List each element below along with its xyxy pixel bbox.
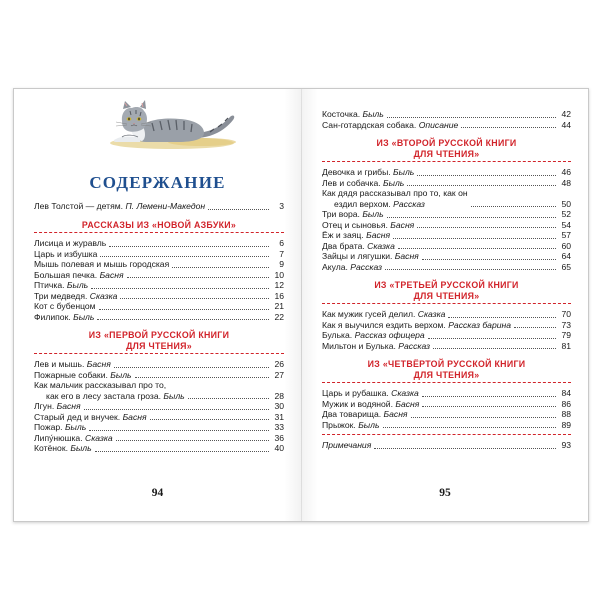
toc-entry bbox=[34, 238, 284, 249]
entry-page: 64 bbox=[561, 251, 571, 261]
entry-title-line2: ездил верхом. bbox=[334, 198, 391, 209]
toc-entry bbox=[34, 301, 284, 312]
section-heading bbox=[322, 359, 571, 380]
entry-page: 57 bbox=[561, 230, 571, 240]
toc-entry bbox=[322, 167, 571, 178]
entry-title: Птичка. bbox=[34, 280, 65, 290]
entry-title: Как я выучился ездить верхом. bbox=[322, 319, 446, 330]
section-heading bbox=[34, 220, 284, 231]
entry-genre: Быль bbox=[66, 280, 89, 290]
entry-title: Царь и избушка bbox=[34, 248, 98, 259]
entry-title: Три медведя. bbox=[34, 290, 88, 301]
entry-title: Лев и мышь. bbox=[34, 359, 85, 369]
dot-leader bbox=[150, 419, 269, 420]
section-title-line1: ИЗ «ВТОРОЙ РУССКОЙ КНИГИ bbox=[376, 138, 517, 148]
dot-leader bbox=[448, 317, 556, 318]
entry-title: Липу́нюшка. bbox=[34, 432, 83, 443]
entry-title: Три вора. bbox=[322, 209, 360, 219]
entry-title: Булька. bbox=[322, 330, 353, 340]
entry-title: Отец и сыновья. bbox=[322, 219, 388, 230]
entry-page: 88 bbox=[561, 409, 571, 419]
toc-entry bbox=[322, 320, 571, 331]
toc-entry bbox=[322, 109, 571, 120]
dot-leader bbox=[120, 298, 269, 299]
entry-title: Сан-готардская собака. bbox=[322, 119, 417, 130]
dot-leader bbox=[385, 269, 556, 270]
page-number: 95 bbox=[439, 487, 451, 499]
dot-leader bbox=[433, 348, 556, 349]
left-page bbox=[14, 89, 301, 521]
toc-title: СОДЕРЖАНИЕ bbox=[89, 173, 226, 192]
entry-genre: Басня bbox=[122, 411, 147, 422]
entry-genre: Басня bbox=[86, 359, 111, 369]
entry-page: 84 bbox=[561, 388, 571, 398]
entry-genre: Басня bbox=[394, 251, 419, 261]
entry-genre: Быль bbox=[362, 109, 384, 119]
dot-leader bbox=[84, 409, 269, 410]
dot-leader bbox=[135, 377, 269, 378]
toc-entry bbox=[34, 259, 284, 270]
entry-page: 22 bbox=[274, 311, 284, 322]
entry-page: 60 bbox=[561, 240, 571, 251]
entry-page: 54 bbox=[561, 219, 571, 230]
entry-genre: Басня bbox=[366, 230, 391, 240]
entry-genre: Сказка bbox=[367, 240, 395, 251]
dot-leader bbox=[114, 367, 269, 368]
entry-page: 79 bbox=[561, 330, 571, 340]
entry-page: 6 bbox=[279, 238, 284, 248]
entry-title: Как мужик гусей делил. bbox=[322, 309, 416, 319]
entry-page: 9 bbox=[279, 259, 284, 269]
entry-genre: Рассказ bbox=[393, 198, 425, 209]
entry-genre: Басня bbox=[383, 409, 408, 419]
entry-page: 93 bbox=[561, 440, 571, 450]
entry-genre: Быль bbox=[70, 443, 92, 453]
entry-page: 81 bbox=[561, 340, 571, 351]
dot-leader bbox=[422, 396, 556, 397]
toc-entry bbox=[322, 209, 571, 220]
entry-genre: Рассказ bbox=[350, 261, 383, 272]
entry-page: 40 bbox=[274, 443, 284, 453]
entry-title-line1: Как дядя рассказывал про то, как он bbox=[322, 188, 468, 198]
entry-page: 7 bbox=[279, 248, 284, 259]
toc-entry bbox=[34, 201, 284, 212]
entry-title-line1: Как мальчик рассказывал про то, bbox=[34, 380, 167, 390]
dot-leader bbox=[109, 246, 269, 247]
dot-leader bbox=[99, 309, 269, 310]
section-heading bbox=[322, 138, 571, 159]
dot-leader bbox=[422, 406, 556, 407]
entry-genre: Рассказ офицера bbox=[354, 330, 425, 340]
toc-entry bbox=[34, 270, 284, 281]
entry-title: Акула. bbox=[322, 261, 348, 272]
entry-title: Мужик и водяной. bbox=[322, 398, 393, 409]
entry-genre: Рассказ bbox=[398, 340, 431, 351]
toc-entry bbox=[322, 388, 571, 399]
toc-entry bbox=[34, 412, 284, 423]
dot-leader bbox=[374, 448, 556, 449]
entry-page: 36 bbox=[274, 432, 284, 443]
entry-title: Пожарные собаки. bbox=[34, 369, 108, 380]
dot-leader bbox=[417, 227, 556, 228]
entry-title: Лгун. bbox=[34, 401, 55, 411]
toc-entry bbox=[322, 251, 571, 262]
entry-title: Косточка. bbox=[322, 109, 361, 119]
section-title-line2: ДЛЯ ЧТЕНИЯ» bbox=[126, 340, 192, 351]
entry-title: Зайцы и лягушки. bbox=[322, 251, 393, 261]
toc-entry bbox=[34, 291, 284, 302]
book-spread bbox=[13, 88, 589, 522]
dot-leader bbox=[208, 209, 269, 210]
toc-entry bbox=[34, 370, 284, 381]
section-title-line1: ИЗ «ТРЕТЬЕЙ РУССКОЙ КНИГИ bbox=[374, 280, 519, 290]
toc-entry bbox=[322, 262, 571, 273]
section-title-line1: ИЗ «ПЕРВОЙ РУССКОЙ КНИГИ bbox=[88, 330, 230, 340]
toc-entry bbox=[34, 401, 284, 412]
entry-page: 31 bbox=[274, 411, 284, 422]
entry-page: 52 bbox=[561, 209, 571, 219]
dot-leader bbox=[471, 206, 556, 207]
dot-leader bbox=[411, 417, 556, 418]
entry-title: Царь и рубашка. bbox=[322, 388, 389, 398]
dot-leader bbox=[188, 398, 269, 399]
dot-leader bbox=[95, 451, 269, 452]
toc-entry bbox=[322, 120, 571, 131]
entry-author: П. Лемени-Македон bbox=[125, 201, 206, 211]
entry-page: 10 bbox=[274, 269, 284, 280]
entry-genre: Сказка bbox=[391, 388, 419, 398]
entry-page: 46 bbox=[561, 167, 571, 177]
entry-title: Лев Толстой — детям. bbox=[34, 201, 124, 211]
entry-genre: Быль bbox=[393, 167, 415, 177]
entry-genre: Сказка bbox=[417, 309, 446, 319]
left-toc-list bbox=[34, 201, 284, 454]
entry-genre: Быль bbox=[64, 422, 87, 432]
dot-leader bbox=[97, 319, 269, 320]
dot-leader bbox=[89, 430, 269, 431]
entry-genre: Быль bbox=[163, 390, 185, 401]
dot-leader bbox=[422, 259, 556, 260]
section-heading bbox=[34, 330, 284, 351]
section-title-line2: ДЛЯ ЧТЕНИЯ» bbox=[413, 369, 480, 380]
entry-genre: Сказка bbox=[84, 432, 113, 443]
toc-entry bbox=[34, 249, 284, 260]
toc-entry bbox=[322, 409, 571, 420]
entry-title: Старый дед и внучек. bbox=[34, 411, 121, 422]
entry-title: Мышь полевая и мышь городская bbox=[34, 259, 170, 269]
entry-page: 89 bbox=[561, 419, 571, 430]
section-title-line2: ДЛЯ ЧТЕНИЯ» bbox=[413, 148, 480, 159]
dot-leader bbox=[387, 217, 556, 218]
entry-genre: Сказка bbox=[89, 290, 118, 301]
entry-page: 26 bbox=[274, 359, 284, 369]
toc-entry-notes bbox=[322, 440, 571, 451]
entry-genre: Басня bbox=[390, 219, 415, 230]
entry-title: Ёж и заяц. bbox=[322, 230, 364, 240]
entry-title: Два товарища. bbox=[322, 409, 382, 419]
entry-title: Филипок. bbox=[34, 311, 71, 322]
section-title-line1: ИЗ «ЧЕТВЁРТОЙ РУССКОЙ КНИГИ bbox=[367, 359, 526, 369]
entry-page: 42 bbox=[561, 109, 571, 119]
cat-illustration bbox=[102, 95, 240, 151]
section-title: РАССКАЗЫ ИЗ «НОВОЙ АЗБУКИ» bbox=[81, 219, 237, 230]
entry-title: Кот с бубенцом bbox=[34, 301, 96, 311]
toc-entry bbox=[322, 188, 571, 209]
right-toc-list bbox=[322, 109, 571, 451]
entry-page: 50 bbox=[561, 198, 571, 209]
entry-title: Примечания bbox=[322, 440, 372, 450]
entry-title-line2: как его в лесу застала гроза. bbox=[46, 390, 162, 401]
entry-genre: Быль bbox=[110, 369, 132, 380]
dot-leader bbox=[461, 127, 556, 128]
toc-entry bbox=[34, 443, 284, 454]
dot-leader bbox=[91, 288, 269, 289]
right-page bbox=[302, 89, 588, 521]
entry-genre: Басня bbox=[56, 401, 81, 411]
dot-leader bbox=[172, 267, 269, 268]
entry-page: 44 bbox=[561, 119, 571, 130]
entry-page: 30 bbox=[274, 401, 284, 411]
dot-leader bbox=[387, 117, 556, 118]
entry-genre: Быль bbox=[383, 177, 405, 188]
entry-genre: Описание bbox=[418, 119, 459, 130]
dot-leader bbox=[514, 327, 556, 328]
dot-leader bbox=[100, 256, 269, 257]
toc-entry bbox=[322, 309, 571, 320]
toc-entry bbox=[322, 220, 571, 231]
entry-page: 33 bbox=[274, 422, 284, 432]
entry-page: 16 bbox=[274, 290, 284, 301]
page-number: 94 bbox=[151, 487, 164, 499]
entry-genre: Быль bbox=[362, 209, 384, 219]
entry-page: 48 bbox=[561, 177, 571, 188]
entry-page: 27 bbox=[274, 369, 284, 380]
entry-genre: Басня bbox=[395, 398, 420, 409]
entry-title: Два брата. bbox=[322, 240, 365, 251]
entry-page: 70 bbox=[561, 309, 571, 319]
entry-genre: Рассказ барина bbox=[448, 319, 512, 330]
toc-entry bbox=[34, 380, 284, 401]
toc-entry bbox=[322, 241, 571, 252]
dot-leader bbox=[407, 185, 556, 186]
entry-title: Пожар. bbox=[34, 422, 63, 432]
dot-leader bbox=[383, 427, 557, 428]
entry-title: Прыжок. bbox=[322, 419, 356, 430]
entry-title: Мильтон и Булька. bbox=[322, 340, 396, 351]
dot-leader bbox=[127, 277, 269, 278]
dot-leader bbox=[116, 440, 269, 441]
entry-page: 28 bbox=[274, 390, 284, 401]
entry-title: Большая печка. bbox=[34, 269, 98, 280]
entry-title: Котёнок. bbox=[34, 443, 68, 453]
toc-entry bbox=[34, 433, 284, 444]
entry-page: 86 bbox=[561, 398, 571, 409]
toc-entry bbox=[322, 399, 571, 410]
toc-entry bbox=[34, 422, 284, 433]
entry-page: 3 bbox=[279, 201, 284, 211]
section-heading bbox=[322, 280, 571, 301]
entry-title: Девочка и грибы. bbox=[322, 167, 391, 177]
toc-entry bbox=[34, 359, 284, 370]
toc-entry bbox=[322, 420, 571, 431]
entry-page: 73 bbox=[561, 319, 571, 330]
toc-entry bbox=[34, 280, 284, 291]
entry-genre: Быль bbox=[73, 311, 95, 322]
toc-entry bbox=[322, 178, 571, 189]
entry-genre: Басня bbox=[99, 269, 124, 280]
toc-entry bbox=[322, 230, 571, 241]
toc-entry bbox=[34, 312, 284, 323]
dot-leader bbox=[417, 175, 556, 176]
entry-genre: Быль bbox=[358, 419, 380, 430]
entry-page: 65 bbox=[561, 261, 571, 272]
entry-title: Лисица и журавль bbox=[34, 238, 107, 248]
dot-leader bbox=[428, 338, 556, 339]
dot-leader bbox=[393, 238, 556, 239]
toc-entry bbox=[322, 341, 571, 352]
section-title-line2: ДЛЯ ЧТЕНИЯ» bbox=[413, 290, 480, 301]
entry-title: Лев и собачка. bbox=[322, 177, 381, 188]
entry-page: 21 bbox=[274, 301, 284, 311]
dot-leader bbox=[398, 248, 556, 249]
toc-entry bbox=[322, 330, 571, 341]
entry-page: 12 bbox=[274, 280, 284, 290]
